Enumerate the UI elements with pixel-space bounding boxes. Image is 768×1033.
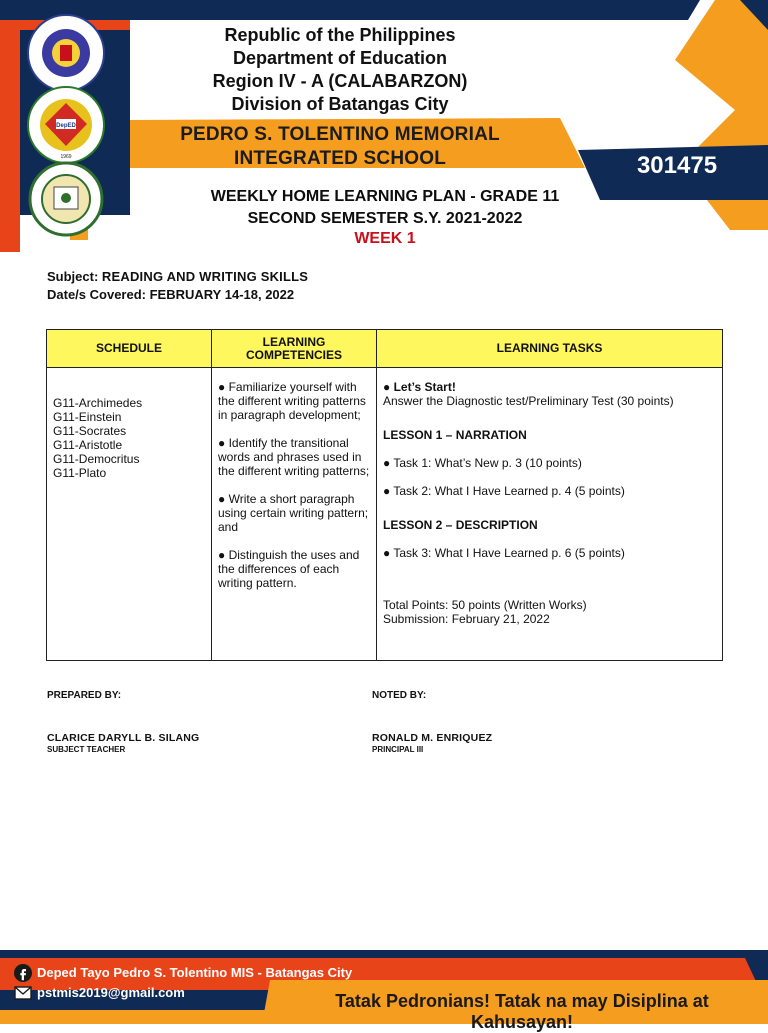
division-seal — [27, 86, 105, 164]
total-points: Total Points: 50 points (Written Works) — [383, 598, 587, 612]
semester-title: SECOND SEMESTER S.Y. 2021-2022 — [247, 210, 523, 227]
republic-line: Republic of the Philippines — [224, 25, 456, 45]
list-item: G11-Plato — [53, 466, 107, 480]
week-label: WEEK 1 — [354, 230, 416, 247]
subject-value: READING AND WRITING SKILLS — [101, 269, 309, 284]
list-item: G11-Aristotle — [53, 438, 123, 452]
table-row — [47, 368, 723, 661]
list-item: G11-Socrates — [53, 424, 127, 438]
subject-label: Subject: — [47, 269, 99, 284]
lets-start-item: ● Let’s Start! — [383, 380, 456, 394]
dates-value: FEBRUARY 14-18, 2022 — [149, 287, 295, 302]
dates-label: Date/s Covered: — [47, 287, 146, 302]
region-line: Region IV - A (CALABARZON) — [212, 71, 468, 91]
table-header-row — [47, 330, 723, 368]
prepared-by-role: SUBJECT TEACHER — [47, 745, 126, 754]
facebook-icon — [14, 964, 32, 982]
tasks-cell — [377, 368, 723, 661]
noted-by-name: RONALD M. ENRIQUEZ — [372, 732, 493, 744]
dates-row — [47, 287, 294, 302]
school-name-line1: PEDRO S. TOLENTINO MEMORIAL — [180, 124, 500, 145]
submission-date: Submission: February 21, 2022 — [383, 612, 550, 626]
schedule-list — [53, 396, 205, 480]
list-item: G11-Archimedes — [53, 396, 143, 410]
competency-item: ● Identify the transitional words and phrases used in the different writing patterns; — [218, 436, 370, 478]
email-icon — [14, 985, 32, 1001]
facebook-page: Deped Tayo Pedro S. Tolentino MIS - Batangas City — [37, 965, 353, 980]
header-competencies: LEARNING COMPETENCIES — [212, 330, 377, 368]
task1-item: ● Task 1: What’s New p. 3 (10 points) — [383, 456, 582, 470]
noted-by-label: NOTED BY: — [372, 690, 427, 701]
task3-item: ● Task 3: What I Have Learned p. 6 (5 points) — [383, 546, 625, 560]
prepared-by-name: CLARICE DARYLL B. SILANG — [47, 732, 200, 744]
diagnostic-item: Answer the Diagnostic test/Preliminary Test (30 points) — [383, 394, 674, 408]
department-line: Department of Education — [232, 48, 447, 68]
division-seal-year: 1969 — [60, 154, 72, 160]
header-schedule: SCHEDULE — [47, 330, 212, 368]
list-item: G11-Einstein — [53, 410, 122, 424]
competency-item: ● Write a short paragraph using certain writing pattern; and — [218, 492, 369, 534]
school-id: 301475 — [636, 152, 718, 179]
list-item: G11-Democritus — [53, 452, 140, 466]
lesson2-title: LESSON 2 – DESCRIPTION — [383, 518, 538, 532]
lesson1-title: LESSON 1 – NARRATION — [383, 428, 527, 442]
competency-item: ● Distinguish the uses and the differences of each writing pattern. — [218, 548, 360, 590]
schedule-cell — [47, 368, 212, 661]
competency-item: ● Familiarize yourself with the different writing patterns in paragraph development; — [218, 380, 366, 422]
footer-tagline: Tatak Pedronians! Tatak na may Disiplina at Kahusayan! — [335, 991, 709, 1032]
deped-seal — [27, 14, 105, 92]
division-seal-label: DepED — [56, 123, 76, 129]
school-seal — [27, 160, 105, 238]
header-tasks: LEARNING TASKS — [377, 330, 723, 368]
school-name-line2: INTEGRATED SCHOOL — [233, 148, 447, 169]
subject-row — [47, 269, 308, 284]
task2-item: ● Task 2: What I Have Learned p. 4 (5 points) — [383, 484, 625, 498]
noted-by-role: PRINCIPAL III — [372, 745, 424, 754]
plan-title: WEEKLY HOME LEARNING PLAN - GRADE 11 — [210, 188, 560, 205]
prepared-by-label: PREPARED BY: — [47, 690, 122, 701]
email-address: pstmis2019@gmail.com — [37, 985, 185, 1000]
learning-plan-table — [46, 329, 723, 661]
division-line: Division of Batangas City — [231, 94, 449, 114]
competencies-cell — [212, 368, 377, 661]
